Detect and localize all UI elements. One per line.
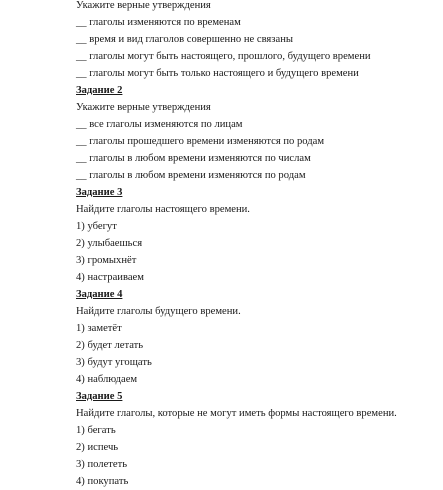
task5-option-2: 2) испечь bbox=[76, 442, 119, 453]
task2-title: Задание 2 bbox=[76, 85, 123, 96]
task3-title: Задание 3 bbox=[76, 187, 123, 198]
task1-option-2: __ время и вид глаголов совершенно не связаны bbox=[76, 34, 293, 45]
task4-option-4: 4) наблюдаем bbox=[76, 374, 138, 385]
task3-option-1: 1) убегут bbox=[76, 221, 117, 232]
task5-option-4: 4) покупать bbox=[76, 476, 129, 487]
task3-option-2: 2) улыбаешься bbox=[76, 238, 143, 249]
task3-option-4: 4) настраиваем bbox=[76, 272, 144, 283]
task5-option-1: 1) бегать bbox=[76, 425, 116, 436]
task4-option-3: 3) будут угощать bbox=[76, 357, 152, 368]
task1-option-4: __ глаголы могут быть только настоящего и будущего времени bbox=[76, 68, 359, 79]
task5-prompt: Найдите глаголы, которые не могут иметь формы настоящего времени. bbox=[76, 408, 397, 419]
task5-option-3: 3) полететь bbox=[76, 459, 128, 470]
task2-option-2: __ глаголы прошедшего времени изменяются по родам bbox=[76, 136, 325, 147]
task4-title: Задание 4 bbox=[76, 289, 123, 300]
task4-prompt: Найдите глаголы будущего времени. bbox=[76, 306, 241, 317]
task5-title: Задание 5 bbox=[76, 391, 123, 402]
task1-option-3: __ глаголы могут быть настоящего, прошлого, будущего времени bbox=[76, 51, 371, 62]
task3-prompt: Найдите глаголы настоящего времени. bbox=[76, 204, 250, 215]
task1-option-1: __ глаголы изменяются по временам bbox=[76, 17, 241, 28]
document-page bbox=[76, 0, 436, 490]
task2-prompt: Укажите верные утверждения bbox=[76, 102, 211, 113]
task2-option-4: __ глаголы в любом времени изменяются по родам bbox=[76, 170, 306, 181]
task4-option-2: 2) будет летать bbox=[76, 340, 144, 351]
task3-option-3: 3) громыхнёт bbox=[76, 255, 137, 266]
task2-option-3: __ глаголы в любом времени изменяются по числам bbox=[76, 153, 311, 164]
task1-prompt: Укажите верные утверждения bbox=[76, 0, 211, 11]
task4-option-1: 1) заметёт bbox=[76, 323, 122, 334]
task2-option-1: __ все глаголы изменяются по лицам bbox=[76, 119, 243, 130]
